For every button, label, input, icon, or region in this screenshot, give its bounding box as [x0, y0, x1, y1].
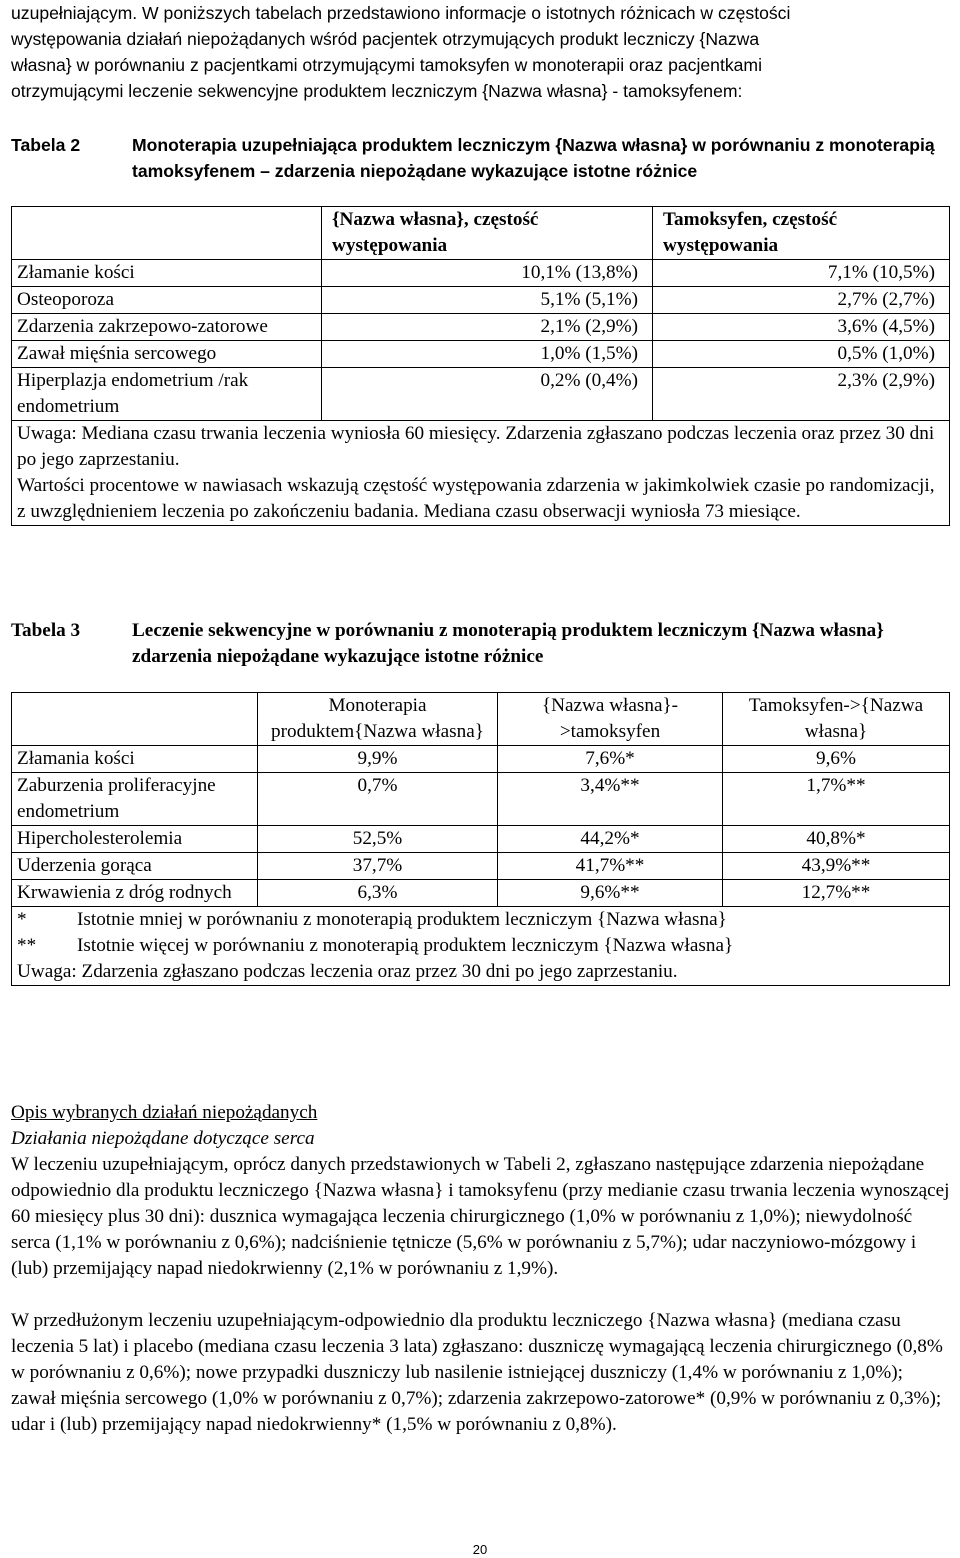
footnote: [17, 907, 944, 933]
intro-line: uzupełniającym. W poniższych tabelach przedstawiono informacje o istotnych różnicach w częstości: [11, 3, 791, 23]
table-row: [12, 341, 950, 368]
table-row: [12, 853, 950, 880]
intro-line: własna} w porównaniu z pacjentkami otrzymującymi tamoksyfen w monoterapii oraz pacjentkami: [11, 55, 762, 75]
table-row: [12, 826, 950, 853]
value-cell: 12,7%**: [723, 880, 950, 907]
footnote-symbol: **: [17, 935, 37, 956]
row-label: Hiperplazja endometrium /rak endometrium: [12, 368, 322, 421]
table2-label: Tabela 2: [11, 135, 81, 155]
table-row: [12, 314, 950, 341]
value-cell: 3,4%**: [498, 773, 723, 826]
value-cell: 5,1% (5,1%): [322, 287, 653, 314]
row-label: Osteoporoza: [12, 287, 322, 314]
row-label: Hipercholesterolemia: [12, 826, 258, 853]
table3-caption: [11, 618, 956, 670]
value-cell: 10,1% (13,8%): [322, 260, 653, 287]
table-note-row: [12, 907, 950, 986]
header-cell: Monoterapia produktem{Nazwa własna}: [258, 693, 498, 746]
header-cell: Tamoksyfen, częstość występowania: [653, 207, 950, 260]
value-cell: 43,9%**: [723, 853, 950, 880]
table2-title: Monoterapia uzupełniająca produktem leczniczym {Nazwa własna} w porównaniu z monoterapią tamoksyfenem – zdarzenia niepożądane wykazujące istotne różnice: [132, 135, 935, 181]
table-row: [12, 880, 950, 907]
header-cell: [12, 207, 322, 260]
table2: [11, 206, 950, 526]
value-cell: 9,6%: [723, 746, 950, 773]
table3: [11, 692, 950, 986]
note-text: Wartości procentowe w nawiasach wskazują częstość występowania zdarzenia w jakimkolwiek czasie po randomizacji, z uwzględnieniem leczenia po zakończeniu badania. Mediana czasu obserwacji wyniosła 73 miesiące.: [17, 475, 935, 522]
value-cell: 37,7%: [258, 853, 498, 880]
table-header-row: [12, 207, 950, 260]
row-label: Zawał mięśnia sercowego: [12, 341, 322, 368]
table-row: [12, 260, 950, 287]
footnote: [17, 933, 944, 959]
value-cell: 0,7%: [258, 773, 498, 826]
value-cell: 6,3%: [258, 880, 498, 907]
value-cell: 0,5% (1,0%): [653, 341, 950, 368]
value-cell: 3,6% (4,5%): [653, 314, 950, 341]
row-label: Krwawienia z dróg rodnych: [12, 880, 258, 907]
note-text: Uwaga: Mediana czasu trwania leczenia wyniosła 60 miesięcy. Zdarzenia zgłaszano podczas leczenia oraz przez 30 dni po jego zaprzestaniu.: [17, 423, 935, 470]
body-paragraph: W leczeniu uzupełniającym, oprócz danych przedstawionych w Tabeli 2, zgłaszano następujące zdarzenia niepożądane odpowiednio dla produktu leczniczego {Nazwa własna} i tamoksyfenu (przy medianie czasu trwania leczenia wynoszącej 60 miesięcy plus 30 dni): dusznica wymagająca leczenia chirurgicznego (1,0% w porównaniu z 1,0%); niewydolność serca (1,1% w porównaniu z 0,6%); nadciśnienie tętnicze (5,6% w porównaniu z 5,7%); udar naczyniowo-mózgowy i (lub) przemijający napad niedokrwienny (2,1% w porównaniu z 1,9%).: [11, 1154, 950, 1279]
value-cell: 1,7%**: [723, 773, 950, 826]
value-cell: 1,0% (1,5%): [322, 341, 653, 368]
table-row: [12, 368, 950, 421]
footnote-text: Istotnie więcej w porównaniu z monoterapią produktem leczniczym {Nazwa własna}: [77, 935, 734, 956]
row-label: Złamanie kości: [12, 260, 322, 287]
header-cell: [12, 693, 258, 746]
value-cell: 9,6%**: [498, 880, 723, 907]
table2-caption: [11, 132, 956, 184]
table-note-row: [12, 421, 950, 526]
table-row: [12, 287, 950, 314]
value-cell: 7,1% (10,5%): [653, 260, 950, 287]
table-row: [12, 773, 950, 826]
header-cell: {Nazwa własna}, częstość występowania: [322, 207, 653, 260]
body-paragraph: W przedłużonym leczeniu uzupełniającym-odpowiednio dla produktu leczniczego {Nazwa własna} (mediana czasu leczenia 5 lat) i placebo (mediana czasu leczenia 3 lata) zgłaszano: duszniczę wymagającą leczenia chirurgicznego (0,8% w porównaniu z 0,6%); nowe przypadki duszniczy lub nasilenie istniejącej duszniczy (1,4% w porównaniu z 1,0%); zawał mięśnia sercowego (1,0% w porównaniu z 0,7%); zdarzenia zakrzepowo-zatorowe* (0,9% w porównaniu z 0,3%); udar i (lub) przemijający napad niedokrwienny* (1,5% w porównaniu z 0,8%).: [11, 1310, 943, 1435]
section-subheading: Działania niepożądane dotyczące serca: [11, 1128, 315, 1149]
row-label: Zdarzenia zakrzepowo-zatorowe: [12, 314, 322, 341]
section-cardiac: [11, 1100, 951, 1438]
value-cell: 41,7%**: [498, 853, 723, 880]
value-cell: 2,1% (2,9%): [322, 314, 653, 341]
section-heading: Opis wybranych działań niepożądanych: [11, 1102, 318, 1123]
value-cell: 44,2%*: [498, 826, 723, 853]
table3-label: Tabela 3: [11, 620, 81, 641]
value-cell: 9,9%: [258, 746, 498, 773]
row-label: Złamania kości: [12, 746, 258, 773]
value-cell: 7,6%*: [498, 746, 723, 773]
intro-paragraph: [11, 0, 951, 104]
intro-line: występowania działań niepożądanych wśród pacjentek otrzymujących produkt leczniczy {Nazwa: [11, 29, 760, 49]
value-cell: 2,7% (2,7%): [653, 287, 950, 314]
row-label: Zaburzenia proliferacyjne endometrium: [12, 773, 258, 826]
table-row: [12, 746, 950, 773]
table-note: [12, 421, 950, 526]
value-cell: 40,8%*: [723, 826, 950, 853]
page-number: 20: [472, 1542, 488, 1557]
intro-line: otrzymującymi leczenie sekwencyjne produktem leczniczym {Nazwa własna} - tamoksyfenem:: [11, 81, 743, 101]
value-cell: 2,3% (2,9%): [653, 368, 950, 421]
table-footnotes: [12, 907, 950, 986]
table-header-row: [12, 693, 950, 746]
row-label: Uderzenia gorąca: [12, 853, 258, 880]
footnote-symbol: *: [17, 909, 27, 930]
note-text: Uwaga: Zdarzenia zgłaszano podczas leczenia oraz przez 30 dni po jego zaprzestaniu.: [17, 961, 678, 982]
header-cell: Tamoksyfen->{Nazwa własna}: [723, 693, 950, 746]
footnote-text: Istotnie mniej w porównaniu z monoterapią produktem leczniczym {Nazwa własna}: [77, 909, 727, 930]
table3-title: Leczenie sekwencyjne w porównaniu z monoterapią produktem leczniczym {Nazwa własna} zdarzenia niepożądane wykazujące istotne różnice: [132, 620, 884, 667]
header-cell: {Nazwa własna}->tamoksyfen: [498, 693, 723, 746]
value-cell: 52,5%: [258, 826, 498, 853]
value-cell: 0,2% (0,4%): [322, 368, 653, 421]
